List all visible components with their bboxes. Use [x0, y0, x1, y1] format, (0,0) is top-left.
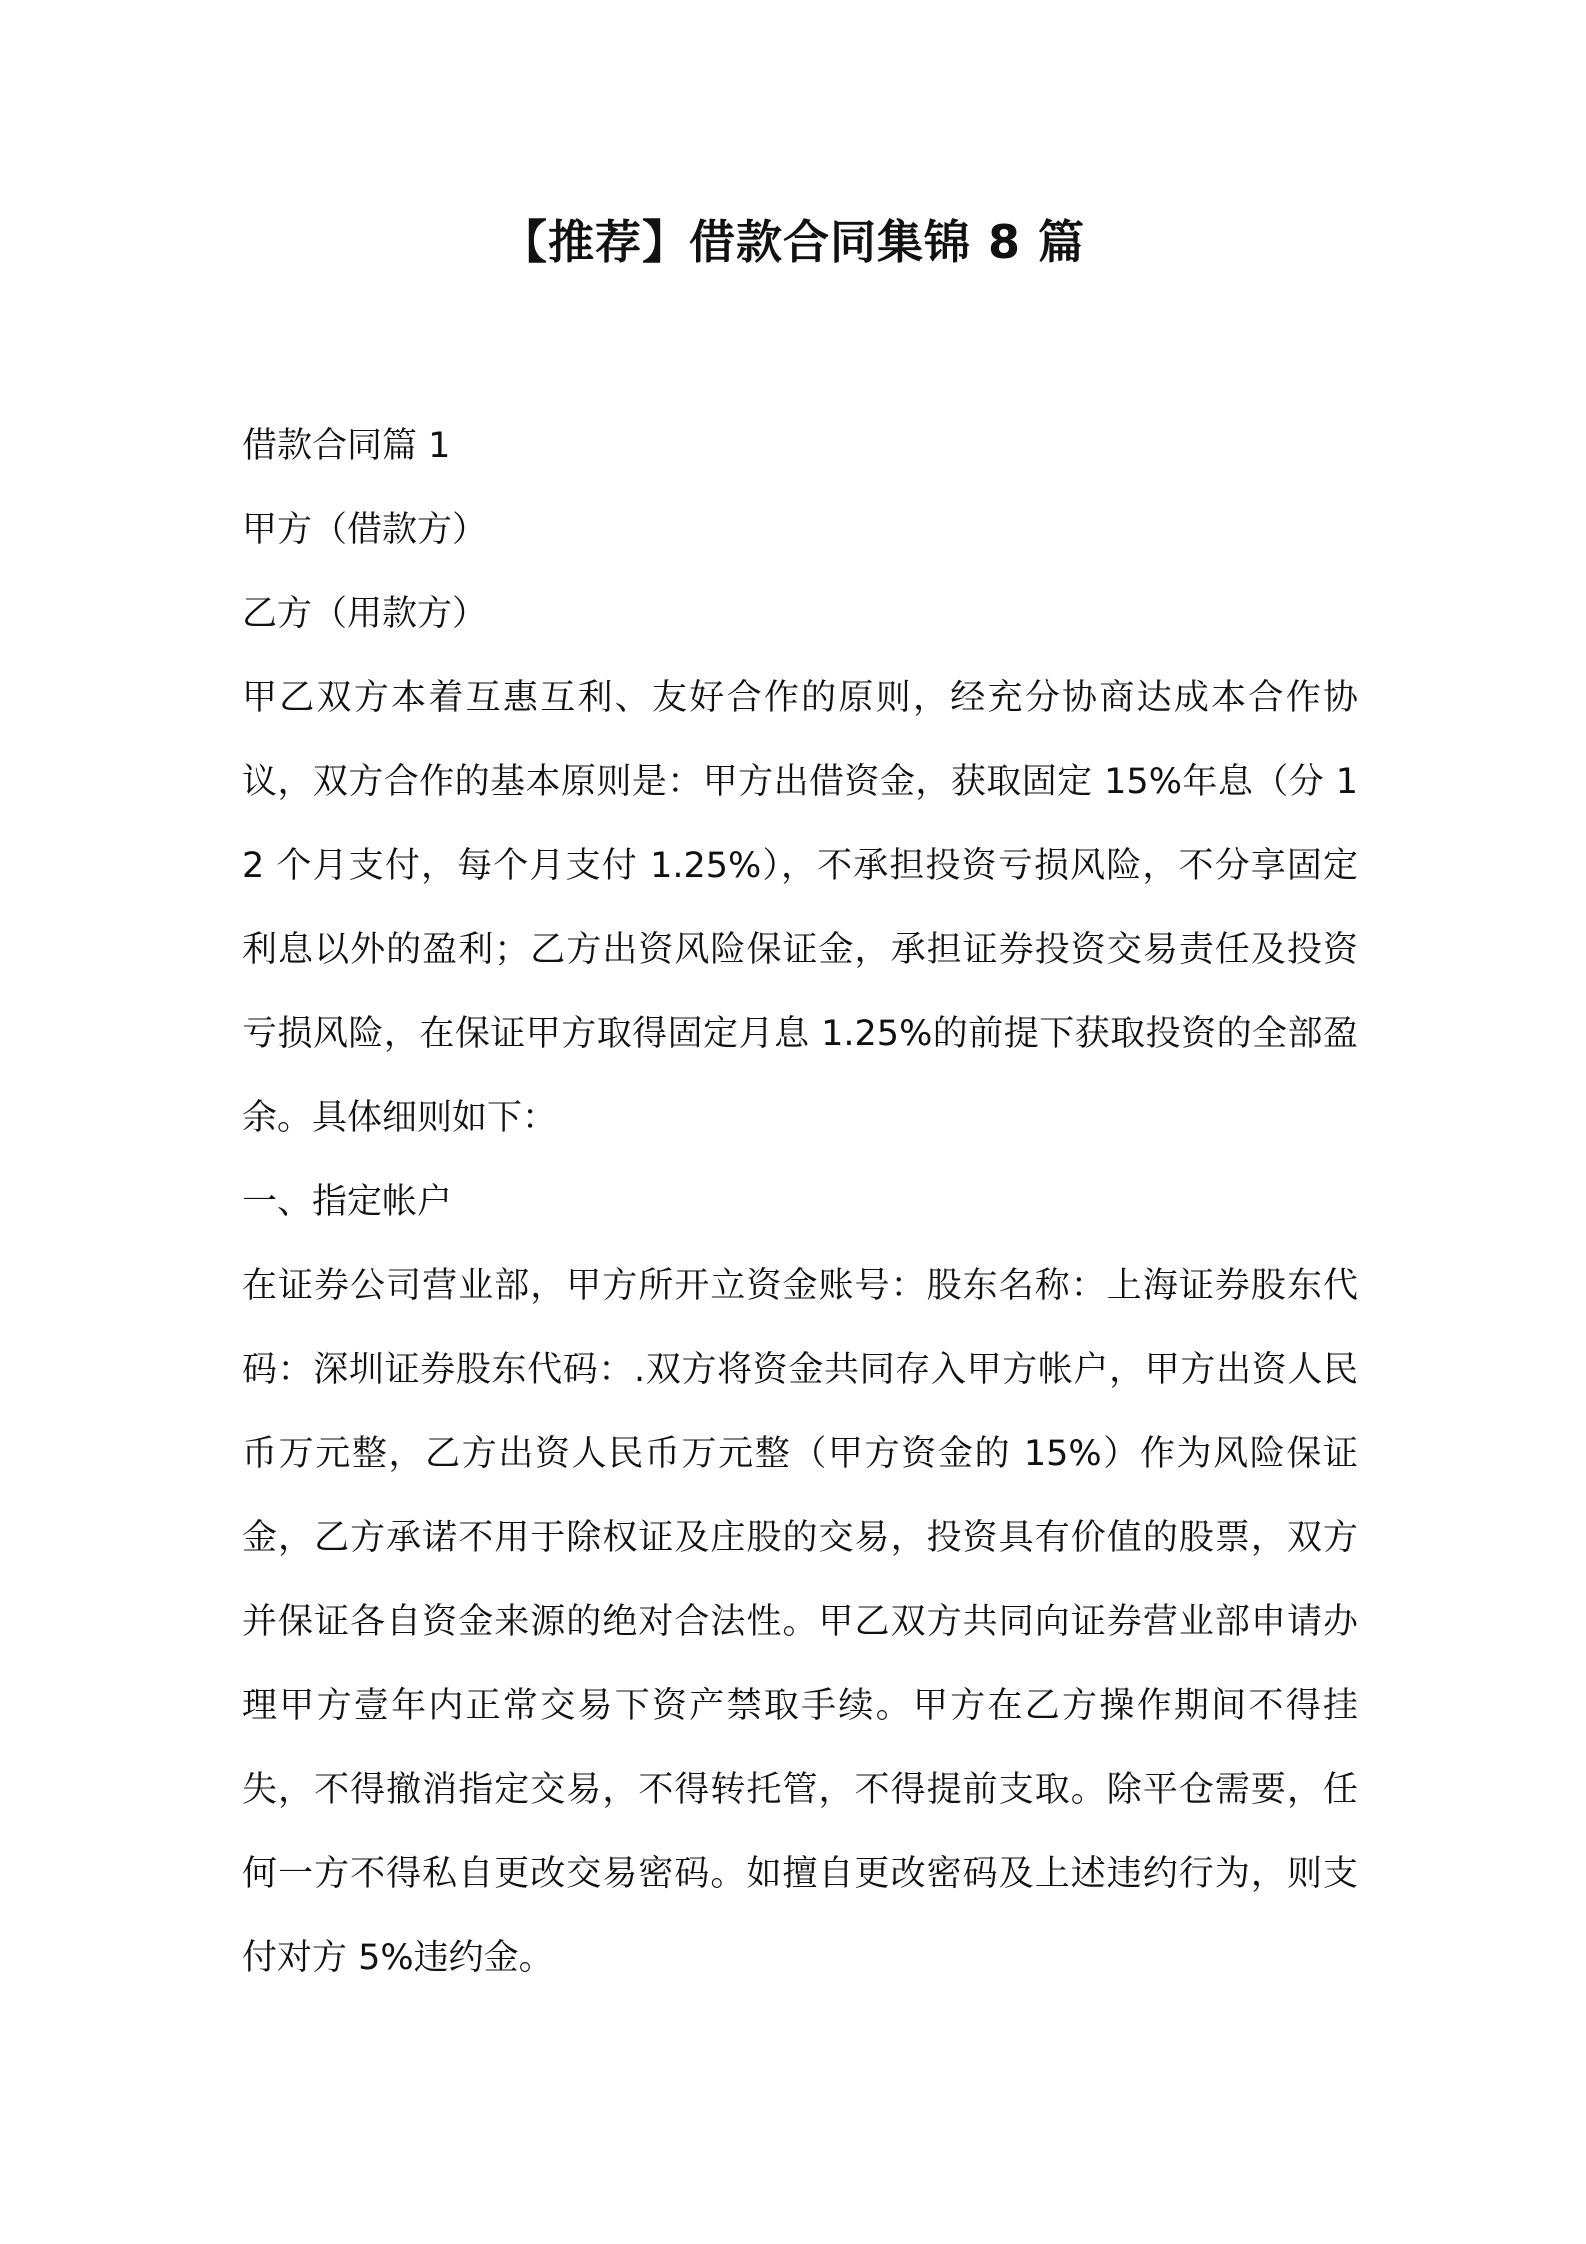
party-b-label: 乙方（用款方）: [242, 594, 488, 634]
document-body: [242, 404, 1358, 2000]
intro-paragraph: 甲乙双方本着互惠互利、友好合作的原则，经充分协商达成本合作协议，双方合作的基本原则是：甲方出借资金，获取固定 15%年息（分 12 个月支付，每个月支付 1.25%），不承担投资亏损风险，不分享固定利息以外的盈利；乙方出资风险保证金，承担证券投资交易责任及投资亏损风险，在保证甲方取得固定月息 1.25%的前提下获取投资的全部盈余。具体细则如下：: [242, 678, 1358, 1138]
section-heading: 借款合同篇 1: [242, 426, 451, 466]
clause-1-heading: 一、指定帐户: [242, 1182, 453, 1222]
clause-1-paragraph: 在证券公司营业部，甲方所开立资金账号：股东名称：上海证券股东代码：深圳证券股东代码：.双方将资金共同存入甲方帐户，甲方出资人民币万元整，乙方出资人民币万元整（甲方资金的 15%）作为风险保证金，乙方承诺不用于除权证及庄股的交易，投资具有价值的股票，双方并保证各自资金来源的绝对合法性。甲乙双方共同向证券营业部申请办理甲方壹年内正常交易下资产禁取手续。甲方在乙方操作期间不得挂失，不得撤消指定交易，不得转托管，不得提前支取。除平仓需要，任何一方不得私自更改交易密码。如擅自更改密码及上述违约行为，则支付对方 5%违约金。: [242, 1266, 1358, 1978]
document-title: 【推荐】借款合同集锦 8 篇: [500, 215, 1086, 269]
party-a-label: 甲方（借款方）: [242, 510, 488, 550]
